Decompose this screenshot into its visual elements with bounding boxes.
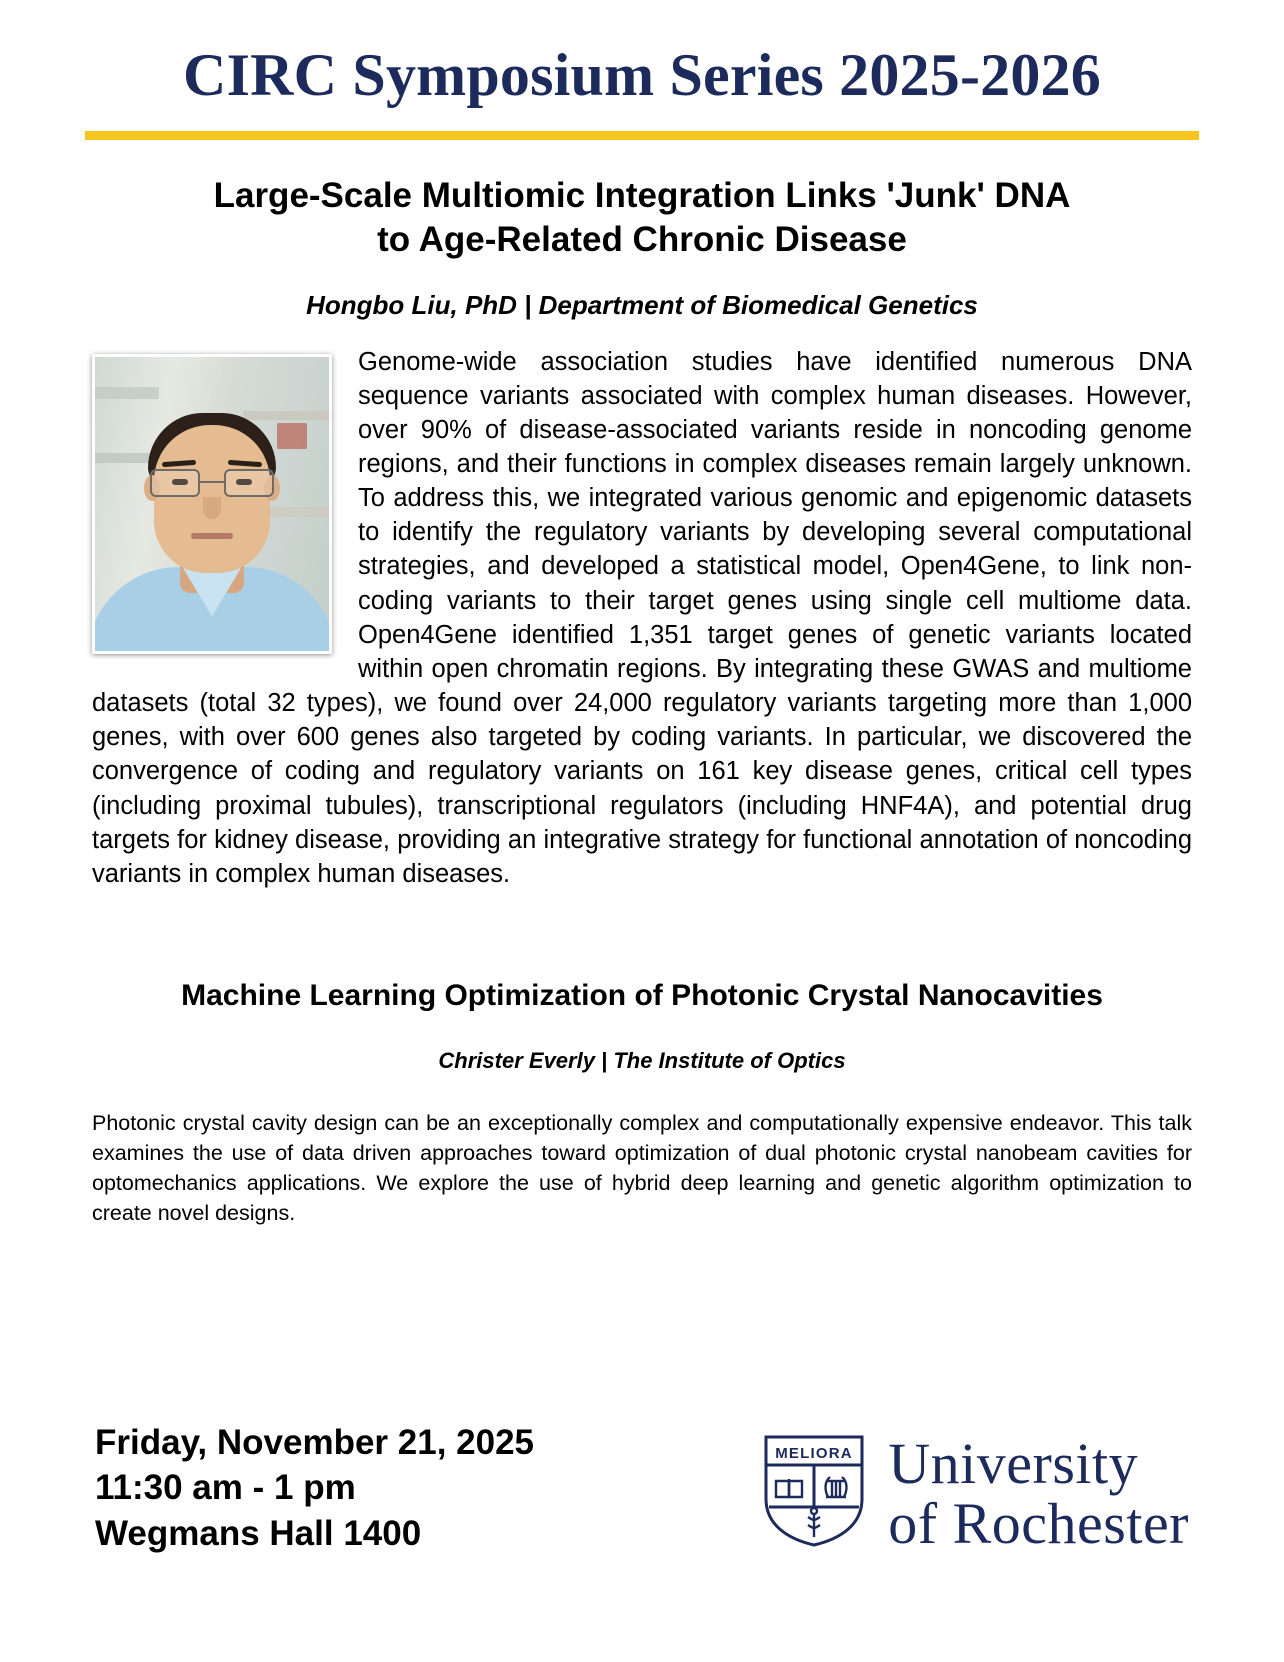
talk-two-section — [0, 977, 1284, 1228]
series-title: CIRC Symposium Series 2025-2026 — [183, 42, 1101, 108]
poster-masthead — [0, 0, 1284, 107]
event-details — [95, 1420, 534, 1557]
talk-one-title-line1: Large-Scale Multiomic Integration Links 'Junk' DNA — [213, 176, 1071, 215]
poster-footer — [0, 1420, 1284, 1557]
talk-one-title-line2: to Age-Related Chronic Disease — [377, 219, 907, 259]
talk-two-title: Machine Learning Optimization of Photonic Crystal Nanocavities — [181, 979, 1103, 1012]
wordmark-line-two: of Rochester — [888, 1490, 1189, 1556]
headshot-shelf-detail — [95, 387, 159, 399]
talk-one-title — [115, 174, 1169, 262]
event-date: Friday, November 21, 2025 — [95, 1422, 535, 1462]
headshot-eyeglasses — [150, 469, 274, 499]
svg-text:MELIORA: MELIORA — [775, 1445, 854, 1462]
talk-one-abstract-block — [92, 345, 1192, 892]
talk-one-abstract-text: Genome-wide association studies have identified numerous DNA sequence variants associated with complex human diseases. However, over 90% of disease-associated variants reside in noncoding genome regions, and their functions in complex diseases remain largely unknown. To address this, we integrated various genomic and epigenomic datasets to identify the regulatory variants by developing several computational strategies, and developed a statistical model, Open4Gene, to link non-coding variants to their target genes using single cell multiome data. Open4Gene identified 1,351 target genes of genetic variants located within open chromatin regions. By integrating these GWAS and multiome datasets (total 32 types), we found over 24,000 regulatory variants targeting more than 1,000 genes, with over 600 genes also targeted by coding variants. In particular, we discovered the convergence of coding and regulatory variants on 161 key disease genes, critical cell types (including proximal tubules), transcriptional regulators (including HNF4A), and potential drug targets for kidney disease, providing an integrative strategy for functional annotation of noncoding variants in complex human diseases. — [92, 347, 1192, 888]
university-of-rochester-logo — [762, 1433, 1189, 1554]
meliora-shield-icon — [762, 1433, 866, 1554]
wordmark-line-one: University — [888, 1431, 1139, 1497]
university-wordmark — [888, 1431, 1189, 1556]
gold-divider-rule — [85, 131, 1199, 140]
talk-one-speaker: Hongbo Liu, PhD | Department of Biomedical Genetics — [306, 289, 978, 320]
speaker-headshot-image — [92, 354, 332, 654]
headshot-shelf-detail — [243, 411, 329, 420]
headshot-background-object — [277, 423, 307, 449]
event-location: Wegmans Hall 1400 — [95, 1513, 422, 1553]
headshot-nose — [203, 497, 221, 519]
talk-two-speaker: Christer Everly | The Institute of Optics — [438, 1047, 846, 1073]
eyeglass-bridge — [200, 481, 224, 483]
talk-two-abstract-text: Photonic crystal cavity design can be an exceptionally complex and computationally expensive endeavor. This talk examines the use of data driven approaches toward optimization of dual photonic crystal nanobeam cavities for optomechanics applications. We explore the use of hybrid deep learning and genetic algorithm optimization to create novel designs. — [92, 1110, 1192, 1225]
talk-one-section — [0, 140, 1284, 321]
eyeglass-lens-right — [224, 469, 274, 497]
eyeglass-lens-left — [150, 469, 200, 497]
event-time: 11:30 am - 1 pm — [95, 1468, 356, 1507]
headshot-mouth — [191, 533, 233, 539]
